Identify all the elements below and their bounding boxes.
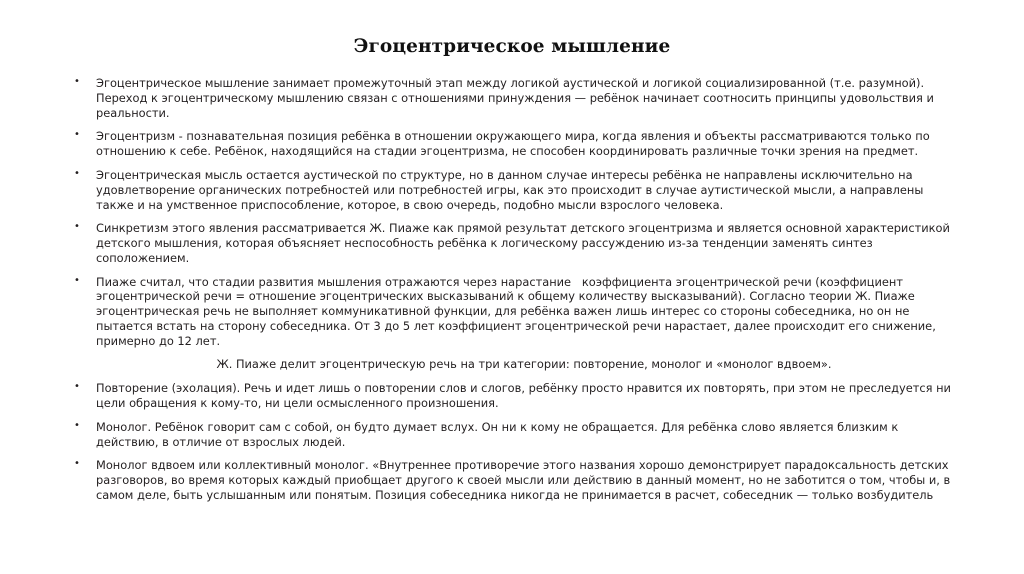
list-item — [68, 76, 962, 120]
bullet-text: • Эгоцентрическое мышление занимает промежуточный этап между логикой аустической и логикой социализированной (т.е. разумной). Переход к эгоцентрическому мышлению связан с отношениями принуждения — ребёнок начинает соотносить принципы удовольствия и реальности. — [96, 76, 938, 120]
centered-note-item — [68, 357, 962, 372]
list-item — [68, 458, 962, 502]
bullet-text: • Эгоцентризм - познавательная позиция ребёнка в отношении окружающего мира, когда явления и объекты рассматриваются только по отношению к себе. Ребёнок, находящийся на стадии эгоцентризма, не способен координировать различные точки зрения на предмет. — [96, 129, 934, 159]
centered-note-text: Ж. Пиаже делит эгоцентрическую речь на три категории: повторение, монолог и «монолог вдвоем». — [216, 357, 832, 372]
list-item — [68, 381, 962, 411]
bullet-text: • Монолог вдвоем или коллективный монолог. «Внутреннее противоречие этого названия хорошо демонстрирует парадоксальность детских разговоров, во время которых каждый приобщает другого к своей мысли или действию в данный момент, но не заботится о том, чтобы и, в самом деле, быть услышанным или понятым. Позиция собеседника никогда не принимается в расчет, собеседник — только возбудитель — [96, 458, 954, 502]
page-title: Эгоцентрическое мышление — [353, 36, 671, 57]
slide-body — [0, 58, 1024, 502]
list-item — [68, 129, 962, 159]
list-item — [68, 420, 962, 450]
list-item — [68, 168, 962, 212]
bullet-text: • Монолог. Ребёнок говорит сам с собой, он будто думает вслух. Он ни к кому не обращается. Для ребёнка слово является близким к действию, в отличие от взрослых людей. — [96, 419, 902, 449]
bullet-text: • Эгоцентрическая мысль остается аустической по структуре, но в данном случае интересы ребёнка не направлены исключительно на удовлетворение органических потребностей или потребностей игры, как это происходит в случае аутистической мысли, а направлены также и на умственное приспособление, которое, в свою очередь, подобно мысли взрослого человека. — [96, 168, 927, 212]
main-bullet-list — [68, 76, 962, 502]
list-item — [68, 275, 962, 349]
bullet-text: • Пиаже считал, что стадии развития мышления отражаются через нарастание коэффициента эгоцентрической речи (коэффициент эгоцентрической речи = отношение эгоцентрических высказываний к общему количеству высказываний). Согласно теории Ж. Пиаже эгоцентрическая речь не выполняет коммуникативной функции, для ребёнка важен лишь интерес со стороны собеседника, но он не пытается встать на сторону собеседника. От 3 до 5 лет коэффициент эгоцентрической речи нарастает, далее происходит его снижение, примерно до 12 лет. — [96, 274, 940, 348]
bullet-text: • Синкретизм этого явления рассматривается Ж. Пиаже как прямой результат детского эгоцентризма и является основной характеристикой детского мышления, которая объясняет неспособность ребёнка к логическому рассуждению из-за тенденции заменять синтез соположением. — [96, 221, 954, 265]
list-item — [68, 221, 962, 265]
bullet-text: • Повторение (эхолация). Речь и идет лишь о повторении слов и слогов, ребёнку просто нравится их повторять, при этом не преследуется ни цели обращения к кому-то, ни цели осмысленного произношения. — [96, 381, 955, 410]
